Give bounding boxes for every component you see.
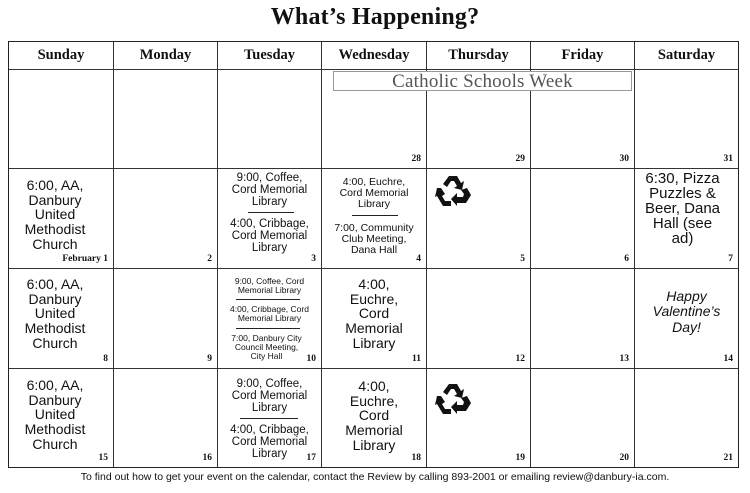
event-cribbage: 4:00, Cribbage, Cord Memorial Library bbox=[230, 304, 309, 323]
date-number: 8 bbox=[103, 354, 108, 364]
date-number: 14 bbox=[723, 354, 733, 364]
date-number: 21 bbox=[723, 453, 733, 463]
footer-note: To find out how to get your event on the calendar, contact the Review by calling 893-2001 or emailing review@danbury-ia.com. bbox=[80, 471, 670, 483]
day-cell bbox=[218, 269, 322, 369]
event-separator bbox=[248, 212, 294, 213]
event-aa: 6:00, AA, Danbury United Methodist Church bbox=[24, 177, 86, 252]
event-separator bbox=[352, 215, 398, 216]
event-separator bbox=[236, 328, 300, 329]
day-cell bbox=[635, 70, 738, 169]
catholic-schools-week-banner: Catholic Schools Week bbox=[333, 71, 632, 91]
day-cell bbox=[427, 269, 531, 369]
day-header-sunday: Sunday bbox=[9, 42, 114, 70]
day-cell bbox=[114, 70, 218, 169]
event-council: 7:00, Danbury City Council Meeting, City Hall bbox=[231, 333, 302, 361]
date-number: 28 bbox=[411, 154, 421, 164]
event-valentine: Happy Valentine’s Day! bbox=[652, 288, 721, 335]
day-cell bbox=[322, 169, 427, 269]
date-number: 29 bbox=[515, 154, 525, 164]
date-number: 11 bbox=[412, 354, 421, 364]
event-euchre: 4:00, Euchre, Cord Memorial Library bbox=[345, 378, 403, 453]
day-header-wednesday: Wednesday bbox=[322, 42, 427, 70]
date-number: 6 bbox=[624, 254, 629, 264]
day-cell bbox=[114, 169, 218, 269]
recycle-icon bbox=[435, 173, 471, 207]
day-cell bbox=[635, 369, 738, 467]
day-header-friday: Friday bbox=[531, 42, 635, 70]
date-number: 18 bbox=[411, 453, 421, 463]
date-number: 31 bbox=[723, 154, 733, 164]
event-aa: 6:00, AA, Danbury United Methodist Church bbox=[24, 276, 86, 351]
day-cell bbox=[9, 169, 114, 269]
day-cell bbox=[9, 269, 114, 369]
date-number: 19 bbox=[515, 453, 525, 463]
day-cell bbox=[218, 369, 322, 467]
day-header-saturday: Saturday bbox=[635, 42, 738, 70]
event-euchre: 4:00, Euchre, Cord Memorial Library bbox=[339, 176, 409, 211]
event-coffee: 9:00, Coffee, Cord Memorial Library bbox=[231, 172, 308, 209]
day-cell bbox=[9, 369, 114, 467]
date-number: 17 bbox=[306, 453, 316, 463]
event-euchre: 4:00, Euchre, Cord Memorial Library bbox=[345, 276, 403, 351]
day-header-thursday: Thursday bbox=[427, 42, 531, 70]
day-header-monday: Monday bbox=[114, 42, 218, 70]
day-cell bbox=[9, 70, 114, 169]
calendar-grid bbox=[8, 41, 739, 468]
date-number: 16 bbox=[202, 453, 212, 463]
date-number: February 1 bbox=[62, 254, 108, 264]
day-cell bbox=[635, 169, 738, 269]
date-number: 4 bbox=[416, 254, 421, 264]
date-number: 9 bbox=[207, 354, 212, 364]
day-cell bbox=[114, 369, 218, 467]
day-cell bbox=[531, 269, 635, 369]
day-cell bbox=[427, 369, 531, 467]
date-number: 10 bbox=[306, 354, 316, 364]
day-cell bbox=[531, 169, 635, 269]
event-cribbage: 4:00, Cribbage, Cord Memorial Library bbox=[230, 424, 309, 461]
date-number: 20 bbox=[619, 453, 629, 463]
event-coffee: 9:00, Coffee, Cord Memorial Library bbox=[231, 378, 308, 415]
date-number: 3 bbox=[311, 254, 316, 264]
date-number: 7 bbox=[728, 254, 733, 264]
recycle-icon bbox=[435, 381, 471, 415]
event-coffee: 9:00, Coffee, Cord Memorial Library bbox=[234, 276, 305, 295]
day-cell bbox=[218, 169, 322, 269]
event-separator bbox=[240, 418, 298, 419]
page-title: What’s Happening? bbox=[270, 4, 480, 30]
event-aa: 6:00, AA, Danbury United Methodist Church bbox=[24, 377, 86, 452]
date-number: 13 bbox=[619, 354, 629, 364]
day-cell bbox=[218, 70, 322, 169]
event-community-club: 7:00, Community Club Meeting, Dana Hall bbox=[334, 222, 414, 257]
date-number: 12 bbox=[515, 354, 525, 364]
event-pizza: 6:30, Pizza Puzzles & Beer, Dana Hall (see ad) bbox=[644, 170, 721, 247]
day-cell bbox=[322, 369, 427, 467]
day-cell bbox=[114, 269, 218, 369]
date-number: 2 bbox=[207, 254, 212, 264]
date-number: 30 bbox=[619, 154, 629, 164]
date-number: 15 bbox=[98, 453, 108, 463]
day-cell bbox=[531, 369, 635, 467]
event-separator bbox=[236, 299, 300, 300]
date-number: 5 bbox=[520, 254, 525, 264]
event-cribbage: 4:00, Cribbage, Cord Memorial Library bbox=[230, 218, 309, 255]
day-cell bbox=[322, 269, 427, 369]
day-header-tuesday: Tuesday bbox=[218, 42, 322, 70]
day-cell bbox=[427, 169, 531, 269]
day-cell bbox=[635, 269, 738, 369]
